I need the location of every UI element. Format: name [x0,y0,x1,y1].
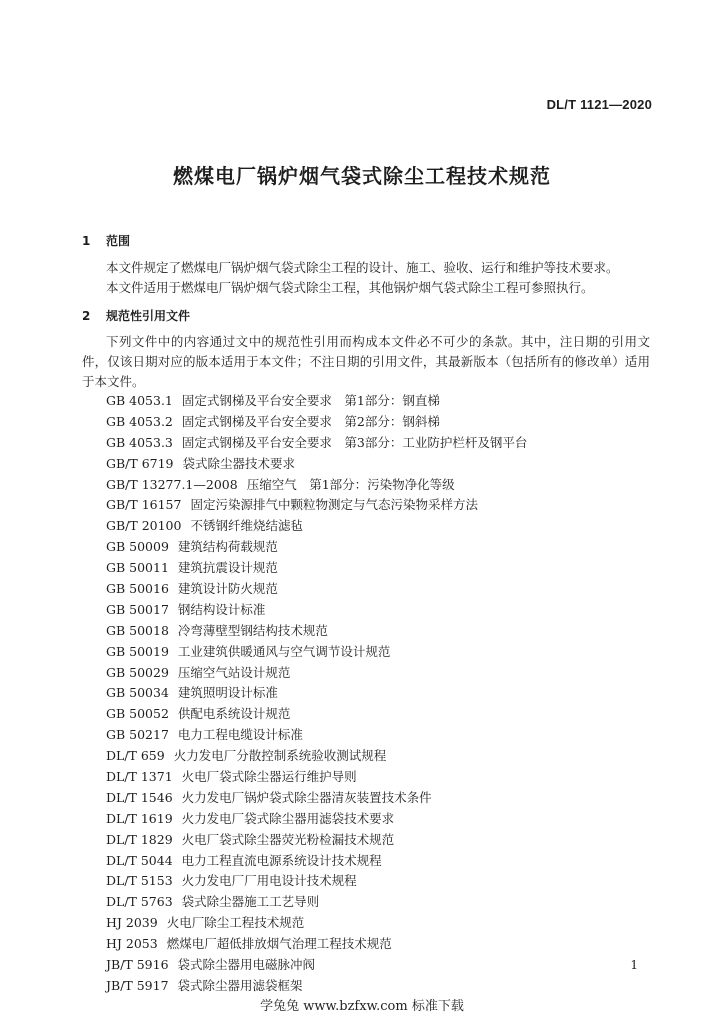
reference-item [106,537,527,558]
reference-item [106,558,527,579]
section-2-intro: 下列文件中的内容通过文中的规范性引用而构成本文件必不可少的条款。其中，注日期的引用文件，仅该日期对应的版本适用于本文件；不注日期的引用文件，其最新版本（包括所有的修改单）适用于本文件。 [82,334,650,389]
reference-title: 电力工程电缆设计标准 [177,727,303,743]
reference-item [106,955,527,976]
section-2-heading [82,307,190,324]
reference-item [106,830,527,851]
reference-code: GB 50019 [106,643,169,659]
section-1-paragraph-1: 本文件规定了燃煤电厂锅炉烟气袋式除尘工程的设计、施工、验收、运行和维护等技术要求。 [106,260,619,275]
reference-code: GB/T 16157 [106,497,182,513]
reference-title: 袋式除尘器用滤袋框架 [177,977,303,993]
reference-code: GB/T 6719 [106,455,174,471]
section-2-number: 2 [82,309,91,323]
reference-code: GB 4053.1 [106,393,173,408]
reference-item [106,579,527,600]
reference-item [106,600,527,621]
reference-code: DL/T 5044 [106,852,173,868]
section-1-heading [82,232,130,249]
reference-item [106,621,527,642]
reference-item [106,516,527,537]
reference-code: GB 50011 [106,560,169,576]
section-2-title: 规范性引用文件 [106,309,191,323]
reference-item [106,683,527,704]
reference-title: 火力发电厂厂用电设计技术规程 [181,873,357,889]
reference-item [106,704,527,725]
reference-code: GB 50217 [106,727,169,743]
reference-code: DL/T 1371 [106,769,173,785]
reference-item [106,433,527,454]
reference-code: DL/T 1829 [106,831,173,847]
reference-title: 建筑抗震设计规范 [177,560,278,576]
footer-watermark: 学兔兔 www.bzfxw.com 标准下载 [260,999,464,1014]
reference-code: GB/T 13277.1—2008 [106,476,238,492]
reference-item [106,788,527,809]
reference-code: JB/T 5917 [106,977,169,993]
standard-code: DL/T 1121—2020 [546,97,652,112]
reference-title: 火力发电厂分散控制系统验收测试规程 [173,748,387,764]
reference-title: 袋式除尘器用电磁脉冲阀 [177,957,316,973]
reference-code: GB 50016 [106,581,169,597]
reference-title: 建筑设计防火规范 [177,581,278,597]
reference-item [106,412,527,433]
reference-title: 袋式除尘器施工工艺导则 [181,894,320,910]
reference-code: DL/T 5153 [106,873,173,889]
reference-code: GB 50052 [106,706,169,722]
reference-code: DL/T 1546 [106,789,173,805]
reference-title: 固定污染源排气中颗粒物测定与气态污染物采样方法 [190,497,478,513]
reference-title: 火力发电厂锅炉袋式除尘器清灰装置技术条件 [181,789,432,805]
reference-title: 冷弯薄壁型钢结构技术规范 [177,622,328,638]
reference-item [106,913,527,934]
reference-item [106,391,527,412]
reference-code: GB 4053.2 [106,413,173,429]
reference-item [106,746,527,767]
reference-title: 火力发电厂袋式除尘器用滤袋技术要求 [181,810,395,826]
reference-title: 工业建筑供暖通风与空气调节设计规范 [177,643,391,659]
reference-list [106,391,527,997]
reference-code: GB 50009 [106,539,169,555]
reference-title: 固定式钢梯及平台安全要求 第1部分：钢直梯 [181,393,440,408]
reference-item [106,871,527,892]
reference-title: 压缩空气站设计规范 [177,664,291,680]
section-1-title: 范围 [106,234,131,248]
reference-item [106,454,527,475]
reference-code: DL/T 659 [106,748,165,764]
reference-code: HJ 2039 [106,915,158,931]
reference-title: 火电厂袋式除尘器荧光粉检漏技术规范 [181,831,395,847]
reference-item [106,809,527,830]
reference-code: GB 50017 [106,601,169,617]
reference-title: 火电厂袋式除尘器运行维护导则 [181,769,357,785]
reference-code: GB 50018 [106,622,169,638]
reference-item [106,892,527,913]
reference-title: 钢结构设计标准 [177,601,266,617]
reference-title: 火电厂除尘工程技术规范 [166,915,305,931]
page-number: 1 [630,958,638,972]
section-1-number: 1 [82,234,91,248]
reference-title: 电力工程直流电源系统设计技术规程 [181,852,382,868]
reference-item [106,976,527,997]
reference-title: 建筑结构荷载规范 [177,539,278,555]
reference-item [106,475,527,496]
section-1-paragraph-2: 本文件适用于燃煤电厂锅炉烟气袋式除尘工程，其他锅炉烟气袋式除尘工程可参照执行。 [106,280,594,295]
reference-title: 固定式钢梯及平台安全要求 第3部分：工业防护栏杆及钢平台 [181,434,528,450]
reference-title: 供配电系统设计规范 [177,706,291,722]
reference-title: 固定式钢梯及平台安全要求 第2部分：钢斜梯 [181,413,440,429]
reference-code: HJ 2053 [106,936,158,952]
reference-code: GB 50034 [106,685,169,701]
reference-code: GB/T 20100 [106,518,182,534]
reference-code: JB/T 5916 [106,957,169,973]
reference-title: 建筑照明设计标准 [177,685,278,701]
reference-title: 不锈钢纤维烧结滤毡 [190,518,303,534]
reference-item [106,851,527,872]
reference-title: 压缩空气 第1部分：污染物净化等级 [246,476,455,492]
reference-title: 燃煤电厂超低排放烟气治理工程技术规范 [166,936,392,952]
reference-item [106,934,527,955]
reference-title: 袋式除尘器技术要求 [182,455,296,471]
reference-item [106,767,527,788]
reference-item [106,495,527,516]
reference-code: GB 4053.3 [106,434,173,450]
reference-code: DL/T 1619 [106,810,173,826]
reference-code: GB 50029 [106,664,169,680]
reference-item [106,725,527,746]
reference-code: DL/T 5763 [106,894,173,910]
reference-item [106,642,527,663]
reference-item [106,663,527,684]
document-title: 燃煤电厂锅炉烟气袋式除尘工程技术规范 [173,164,551,188]
